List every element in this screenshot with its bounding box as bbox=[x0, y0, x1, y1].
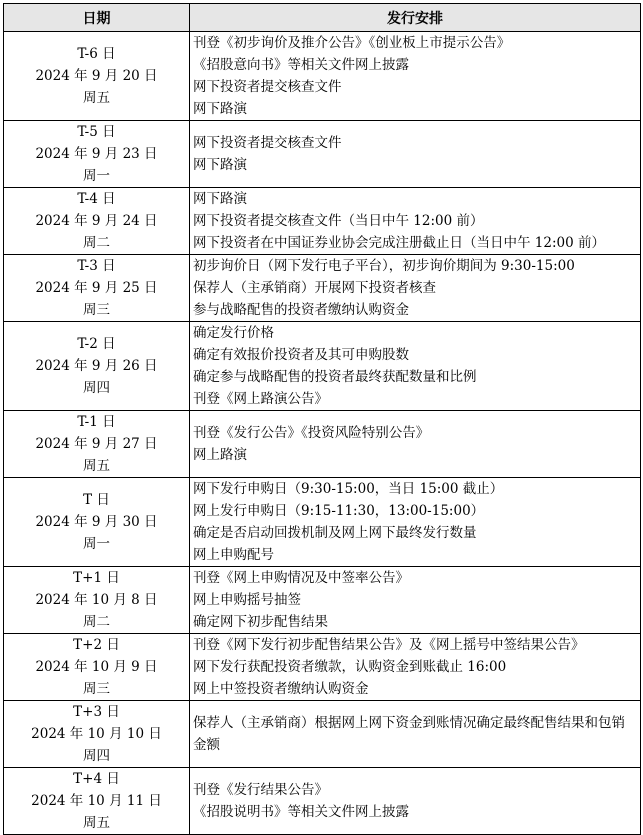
date-day: T+3 日 bbox=[73, 704, 120, 720]
plan-item: 《招股意向书》等相关文件网上披露 bbox=[193, 57, 409, 73]
plan-cell bbox=[190, 255, 641, 322]
date-day: T-4 日 bbox=[77, 191, 116, 207]
date-cell bbox=[4, 322, 190, 411]
plan-cell bbox=[190, 701, 641, 768]
plan-item: 刊登《网上申购情况及中签率公告》 bbox=[193, 570, 409, 586]
plan-item: 确定参与战略配售的投资者最终获配数量和比例 bbox=[193, 369, 477, 385]
table-row bbox=[4, 255, 641, 322]
date-cell bbox=[4, 255, 190, 322]
plan-item: 网上发行申购日（9:15-11:30，13:00-15:00） bbox=[193, 503, 485, 519]
plan-cell bbox=[190, 188, 641, 255]
date-cell bbox=[4, 634, 190, 701]
date-date: 2024 年 9 月 26 日 bbox=[35, 358, 158, 374]
table-row bbox=[4, 701, 641, 768]
date-cell bbox=[4, 701, 190, 768]
plan-item: 网下路演 bbox=[193, 191, 247, 207]
plan-item: 确定有效报价投资者及其可申购股数 bbox=[193, 347, 409, 363]
date-weekday: 周四 bbox=[83, 380, 110, 396]
table-header bbox=[4, 4, 641, 32]
plan-item: 网上申购配号 bbox=[193, 547, 274, 563]
date-date: 2024 年 9 月 30 日 bbox=[35, 514, 158, 530]
plan-item: 确定是否启动回拨机制及网上网下最终发行数量 bbox=[193, 525, 477, 541]
plan-item: 保荐人（主承销商）根据网上网下资金到账情况确定最终配售结果和包销金额 bbox=[193, 715, 625, 753]
plan-cell bbox=[190, 121, 641, 188]
plan-item: 刊登《发行结果公告》 bbox=[193, 782, 328, 798]
plan-cell bbox=[190, 478, 641, 567]
plan-item: 《招股说明书》等相关文件网上披露 bbox=[193, 804, 409, 820]
plan-item: 网下发行获配投资者缴款，认购资金到账截止 16:00 bbox=[193, 659, 507, 675]
date-date: 2024 年 10 月 10 日 bbox=[31, 726, 162, 742]
plan-item: 网下投资者提交核查文件 bbox=[193, 79, 342, 95]
date-cell bbox=[4, 32, 190, 121]
plan-item: 确定发行价格 bbox=[193, 325, 274, 341]
date-date: 2024 年 9 月 25 日 bbox=[35, 280, 158, 296]
table-row bbox=[4, 634, 641, 701]
table-row bbox=[4, 121, 641, 188]
plan-item: 刊登《网下发行初步配售结果公告》及《网上摇号中签结果公告》 bbox=[193, 637, 585, 653]
date-date: 2024 年 9 月 23 日 bbox=[35, 146, 158, 162]
header-plan: 发行安排 bbox=[190, 4, 641, 32]
date-cell bbox=[4, 121, 190, 188]
date-weekday: 周三 bbox=[83, 302, 110, 318]
plan-item: 网下路演 bbox=[193, 157, 247, 173]
header-row bbox=[4, 4, 641, 32]
plan-item: 确定网下初步配售结果 bbox=[193, 614, 328, 630]
plan-cell bbox=[190, 567, 641, 634]
date-date: 2024 年 9 月 24 日 bbox=[35, 213, 158, 229]
date-date: 2024 年 10 月 8 日 bbox=[35, 592, 158, 608]
plan-item: 刊登《网上路演公告》 bbox=[193, 391, 328, 407]
date-cell bbox=[4, 478, 190, 567]
plan-item: 网下投资者提交核查文件 bbox=[193, 135, 342, 151]
plan-item: 参与战略配售的投资者缴纳认购资金 bbox=[193, 302, 409, 318]
date-date: 2024 年 9 月 20 日 bbox=[35, 68, 158, 84]
table-row bbox=[4, 322, 641, 411]
date-day: T-1 日 bbox=[77, 414, 116, 430]
plan-item: 保荐人（主承销商）开展网下投资者核查 bbox=[193, 280, 436, 296]
date-cell bbox=[4, 768, 190, 835]
plan-item: 网下发行申购日（9:30-15:00，当日 15:00 截止） bbox=[193, 481, 504, 497]
plan-item: 网上中签投资者缴纳认购资金 bbox=[193, 681, 369, 697]
date-weekday: 周五 bbox=[83, 458, 110, 474]
plan-cell bbox=[190, 634, 641, 701]
date-weekday: 周二 bbox=[83, 614, 110, 630]
date-day: T+1 日 bbox=[73, 570, 120, 586]
plan-item: 网下路演 bbox=[193, 101, 247, 117]
plan-cell bbox=[190, 411, 641, 478]
table-row bbox=[4, 567, 641, 634]
date-weekday: 周三 bbox=[83, 681, 110, 697]
table-row bbox=[4, 32, 641, 121]
table-body bbox=[4, 32, 641, 835]
date-weekday: 周一 bbox=[83, 168, 110, 184]
date-weekday: 周五 bbox=[83, 815, 110, 831]
plan-item: 网下投资者提交核查文件（当日中午 12:00 前） bbox=[193, 213, 484, 229]
date-cell bbox=[4, 567, 190, 634]
plan-item: 初步询价日（网下发行电子平台），初步询价期间为 9:30-15:00 bbox=[193, 258, 575, 274]
date-weekday: 周四 bbox=[83, 748, 110, 764]
date-cell bbox=[4, 188, 190, 255]
plan-item: 刊登《初步询价及推介公告》《创业板上市提示公告》 bbox=[193, 35, 511, 51]
date-cell bbox=[4, 411, 190, 478]
date-day: T-5 日 bbox=[77, 124, 116, 140]
date-day: T-2 日 bbox=[77, 336, 116, 352]
plan-cell bbox=[190, 322, 641, 411]
table-row bbox=[4, 768, 641, 835]
date-weekday: 周一 bbox=[83, 536, 110, 552]
issuance-schedule-table bbox=[3, 3, 641, 835]
date-weekday: 周二 bbox=[83, 235, 110, 251]
date-day: T-6 日 bbox=[77, 46, 116, 62]
date-day: T+2 日 bbox=[73, 637, 120, 653]
header-date: 日期 bbox=[4, 4, 190, 32]
plan-item: 网上申购摇号抽签 bbox=[193, 592, 301, 608]
date-day: T+4 日 bbox=[73, 771, 120, 787]
date-day: T 日 bbox=[83, 492, 110, 508]
plan-item: 网下投资者在中国证券业协会完成注册截止日（当日中午 12:00 前） bbox=[193, 235, 605, 251]
plan-item: 刊登《发行公告》《投资风险特别公告》 bbox=[193, 425, 430, 441]
plan-cell bbox=[190, 32, 641, 121]
date-date: 2024 年 10 月 11 日 bbox=[31, 793, 162, 809]
plan-cell bbox=[190, 768, 641, 835]
table-row bbox=[4, 478, 641, 567]
table-row bbox=[4, 188, 641, 255]
date-weekday: 周五 bbox=[83, 90, 110, 106]
date-date: 2024 年 10 月 9 日 bbox=[35, 659, 158, 675]
plan-item: 网上路演 bbox=[193, 447, 247, 463]
date-date: 2024 年 9 月 27 日 bbox=[35, 436, 158, 452]
date-day: T-3 日 bbox=[77, 258, 116, 274]
table-row bbox=[4, 411, 641, 478]
